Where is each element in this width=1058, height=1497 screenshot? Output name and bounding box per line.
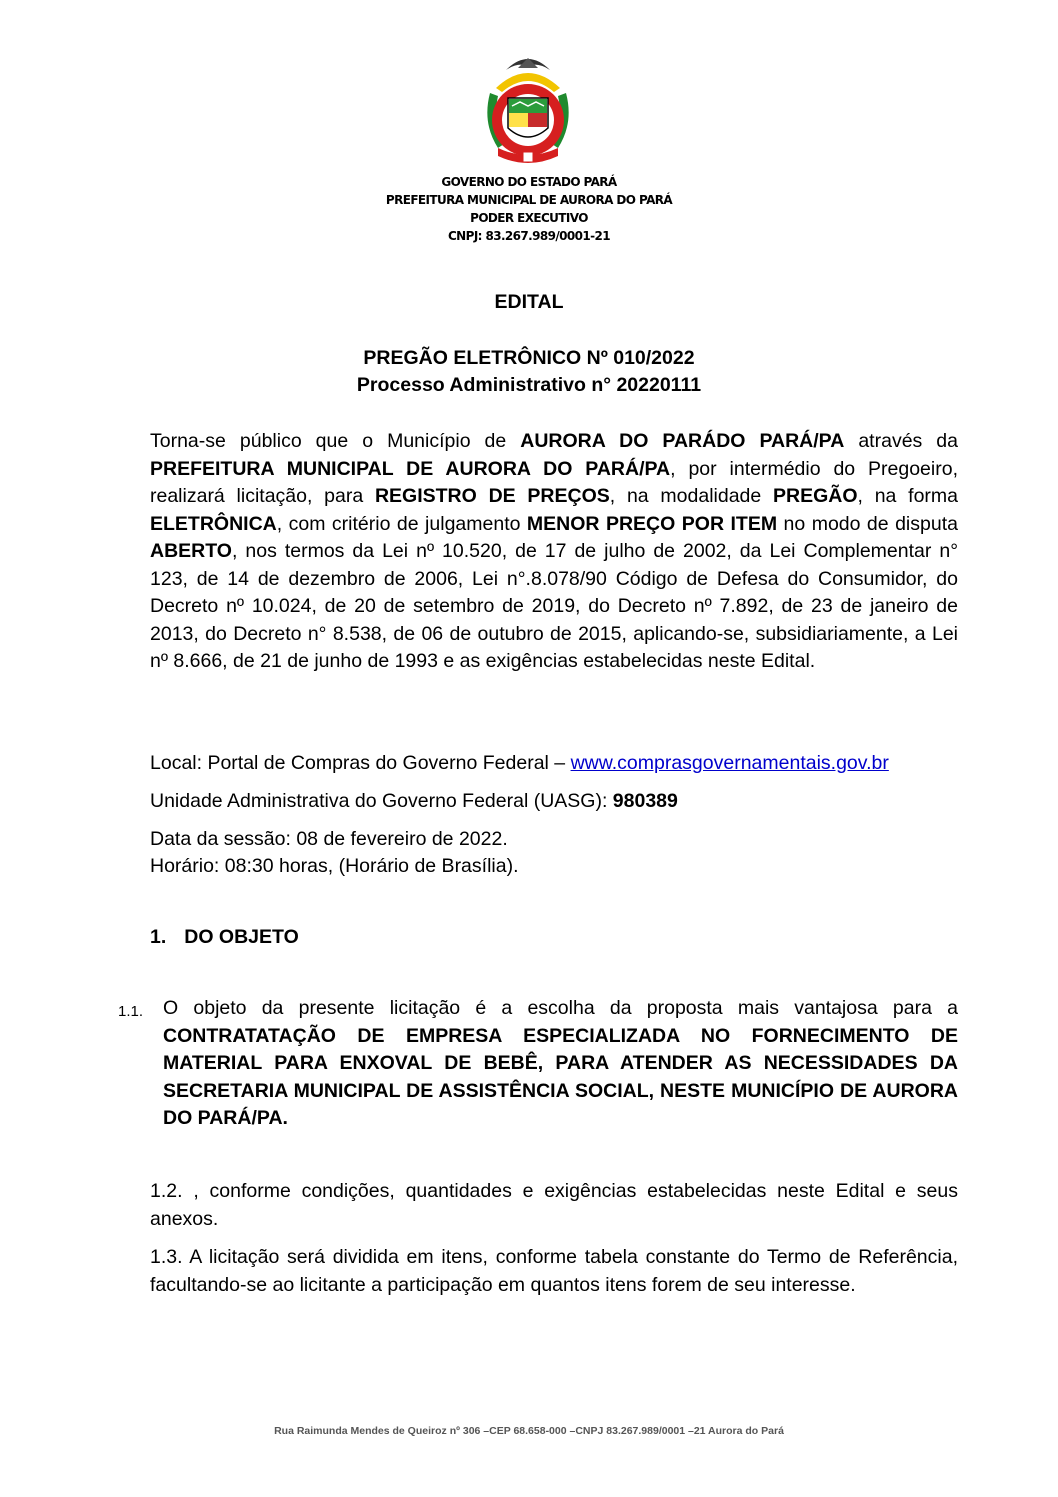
- uasg-line: Unidade Administrativa do Governo Federal (UASG): 980389: [150, 790, 678, 812]
- item-1-1-number: 1.1.: [118, 1003, 144, 1020]
- local-line: Local: Portal de Compras do Governo Federal – www.comprasgovernamentais.gov.br: [150, 752, 889, 774]
- page-footer-address: Rua Raimunda Mendes de Queiroz nº 306 –CEP 68.658-000 –CNPJ 83.267.989/0001 –21 Aurora do Pará: [274, 1425, 784, 1437]
- subtitle-pregao: PREGÃO ELETRÔNICO Nº 010/2022: [363, 347, 695, 369]
- item-1-3: 1.3. A licitação será dividida em itens, conforme tabela constante do Termo de Referência, facultando-se ao licitante a participação em quantos itens forem de seu interesse.: [150, 1246, 958, 1296]
- session-date: Data da sessão: 08 de fevereiro de 2022.: [150, 828, 508, 850]
- item-1-1-text: O objeto da presente licitação é a escolha da proposta mais vantajosa para a CONTRATATAÇÃO DE EMPRESA ESPECIALIZADA NO FORNECIMENTO DE MATERIAL PARA ENXOVAL DE BEBÊ, PARA ATENDER AS NECESSIDADES DA SECRETARIA MUNICIPAL DE ASSISTÊNCIA SOCIAL, NESTE MUNICÍPIO DE AURORA DO PARÁ/PA.: [163, 997, 958, 1129]
- header-line-poder: PODER EXECUTIVO: [470, 211, 588, 225]
- header-line-cnpj: CNPJ: 83.267.989/0001-21: [447, 229, 611, 243]
- municipal-crest-logo: [468, 48, 588, 173]
- item-1-2: 1.2. , conforme condições, quantidades e exigências estabelecidas neste Edital e seus anexos.: [150, 1180, 958, 1230]
- header-line-state: GOVERNO DO ESTADO PARÁ: [441, 175, 617, 189]
- intro-paragraph: Torna-se público que o Município de AURORA DO PARÁDO PARÁ/PA através da PREFEITURA MUNICIPAL DE AURORA DO PARÁ/PA, por intermédio do Pregoeiro, realizará licitação, para REGISTRO DE PREÇOS, na modalidade PREGÃO, na forma ELETRÔNICA, com critério de julgamento MENOR PREÇO POR ITEM no modo de disputa ABERTO, nos termos da Lei nº 10.520, de 17 de julho de 2002, da Lei Complementar n° 123, de 14 de dezembro de 2006, Lei n°.8.078/90 Código de Defesa do Consumidor, do Decreto nº 10.024, de 20 de setembro de 2019, do Decreto nº 7.892, de 23 de janeiro de 2013, do Decreto n° 8.538, de 06 de outubro de 2015, aplicando-se, subsidiariamente, a Lei nº 8.666, de 21 de junho de 1993 e as exigências estabelecidas neste Edital.: [150, 430, 958, 672]
- header-line-prefeitura: PREFEITURA MUNICIPAL DE AURORA DO PARÁ: [385, 193, 673, 207]
- subtitle-processo: Processo Administrativo n° 20220111: [356, 374, 702, 396]
- session-time: Horário: 08:30 horas, (Horário de Brasília).: [150, 855, 519, 877]
- section-1-heading: 1. DO OBJETO: [150, 926, 299, 948]
- page-title: EDITAL: [494, 291, 564, 313]
- compras-link[interactable]: www.comprasgovernamentais.gov.br: [570, 752, 889, 774]
